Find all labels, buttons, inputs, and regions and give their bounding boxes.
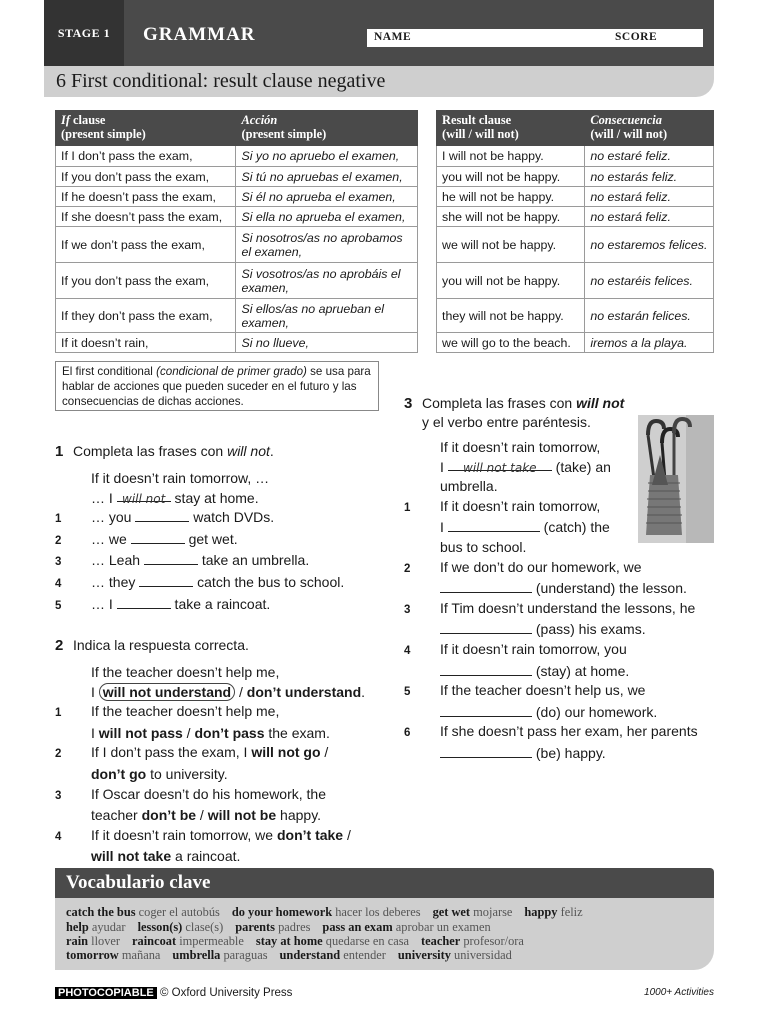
vocab-term: understand	[279, 948, 341, 962]
table-cell: If I don’t pass the exam,	[56, 146, 236, 167]
vocab-translation: profesor/ora	[463, 934, 524, 948]
vocab-term: do your homework	[231, 905, 333, 919]
item-number: 1	[55, 707, 62, 720]
table-row	[56, 146, 418, 167]
table-row	[56, 207, 418, 227]
table-cell: iremos a la playa.	[585, 333, 714, 353]
vocab-translation: coger el autobús	[138, 905, 220, 919]
vocab-term: rain	[66, 934, 89, 948]
vocab-translation: entender	[343, 948, 386, 962]
table-cell: If you don’t pass the exam,	[56, 167, 236, 187]
answer-blank[interactable]	[139, 574, 193, 587]
table-row	[437, 167, 714, 187]
table-row	[56, 333, 418, 353]
table-cell: she will not be happy.	[437, 207, 585, 227]
table-cell: Si ella no aprueba el examen,	[236, 207, 418, 227]
vocab-term: umbrella	[172, 948, 221, 962]
exercise-2-instruction: 2 Indica la respuesta correcta.	[55, 637, 249, 654]
answer-blank[interactable]	[440, 663, 532, 676]
circled-answer: will not understand	[99, 683, 235, 701]
item-number: 3	[404, 603, 411, 616]
vocab-translation: paraguas	[223, 948, 268, 962]
exercise-1-instruction: 1 Completa las frases con will not.	[55, 443, 274, 460]
list-item: 1 If it doesn’t rain tomorrow,	[404, 497, 714, 519]
table-cell: no estaré feliz.	[585, 146, 714, 167]
vocab-term: happy	[524, 905, 558, 919]
list-item: 4 … they catch the bus to school.	[55, 573, 395, 595]
item-number: 6	[404, 727, 411, 740]
stage-label: STAGE 1	[44, 0, 124, 66]
list-item: 2 If I don’t pass the exam, I will not go /	[55, 743, 400, 765]
answer-blank[interactable]	[440, 704, 532, 717]
if-clause-table	[55, 110, 418, 353]
list-item: 5 … I take a raincoat.	[55, 595, 395, 617]
table-cell: If she doesn’t pass the exam,	[56, 207, 236, 227]
list-item: 2 … we get wet.	[55, 530, 395, 552]
vocab-title: Vocabulario clave	[66, 872, 211, 893]
table-row	[437, 207, 714, 227]
answer-blank[interactable]	[131, 531, 185, 544]
vocab-term: lesson(s)	[137, 920, 183, 934]
table-row	[437, 227, 714, 263]
answer-blank[interactable]	[144, 552, 198, 565]
exercise-3-instruction: 3 Completa las frases con will not y el verbo entre paréntesis.	[404, 395, 625, 430]
table-header: Consecuencia (will / will not)	[585, 111, 714, 146]
option-b[interactable]: will not take	[91, 848, 172, 865]
option-b[interactable]: will not be	[207, 807, 277, 824]
table-cell: he will not be happy.	[437, 187, 585, 207]
answer-blank[interactable]	[440, 621, 532, 634]
option-b[interactable]: don’t pass	[194, 724, 265, 741]
list-item: 3 If Tim doesn’t understand the lessons, he	[404, 599, 714, 621]
item-number: 1	[55, 513, 62, 526]
table-cell: no estará feliz.	[585, 187, 714, 207]
table-cell: If they don’t pass the exam,	[56, 299, 236, 333]
vocab-term: get wet	[432, 905, 471, 919]
vocab-term: teacher	[421, 934, 461, 948]
table-cell: you will not be happy.	[437, 167, 585, 187]
option-a[interactable]: will not pass	[98, 724, 183, 741]
vocab-translation: feliz	[560, 905, 583, 919]
table-cell: you will not be happy.	[437, 263, 585, 299]
table-cell: no estarán felices.	[585, 299, 714, 333]
table-row	[56, 227, 418, 263]
list-item: 4 If it doesn’t rain tomorrow, we don’t take /	[55, 826, 400, 848]
vocab-term: tomorrow	[66, 948, 119, 962]
table-row	[56, 263, 418, 299]
option-b[interactable]: don’t go	[91, 765, 147, 782]
vocab-translation: padres	[278, 920, 311, 934]
table-row	[437, 299, 714, 333]
list-item: 6 If she doesn’t pass her exam, her parents	[404, 722, 714, 744]
table-cell: If we don’t pass the exam,	[56, 227, 236, 263]
list-item: 3 … Leah take an umbrella.	[55, 551, 395, 573]
name-label: NAME	[374, 31, 412, 43]
table-row	[56, 167, 418, 187]
result-clause-table	[436, 110, 714, 353]
item-number: 1	[404, 501, 411, 514]
exercise-number: 2	[55, 637, 64, 654]
item-number: 4	[55, 577, 62, 590]
option-a[interactable]: will not go	[251, 744, 321, 761]
table-cell: I will not be happy.	[437, 146, 585, 167]
table-cell: Si vosotros/as no aprobáis el examen,	[236, 263, 418, 299]
table-cell: Si ellos/as no aprueban el examen,	[236, 299, 418, 333]
table-row	[437, 146, 714, 167]
score-label: SCORE	[615, 31, 658, 43]
book-title: 1000+ Activities	[644, 987, 714, 998]
answer-blank[interactable]	[440, 580, 532, 593]
table-header: Acción (present simple)	[236, 111, 418, 146]
list-item: 3 If Oscar doesn’t do his homework, the	[55, 785, 400, 807]
vocab-translation: quedarse en casa	[325, 934, 410, 948]
vocab-row	[66, 905, 595, 920]
answer-blank[interactable]	[135, 509, 189, 522]
vocab-term: parents	[235, 920, 275, 934]
table-cell: Si él no aprueba el examen,	[236, 187, 418, 207]
answer-blank[interactable]	[117, 596, 171, 609]
table-cell: Si tú no apruebas el examen,	[236, 167, 418, 187]
table-cell: Si nosotros/as no aprobamos el examen,	[236, 227, 418, 263]
item-number: 5	[55, 599, 62, 612]
table-row	[56, 299, 418, 333]
vocab-translation: hacer los deberes	[335, 905, 421, 919]
vocab-translation: ayudar	[91, 920, 126, 934]
vocab-term: stay at home	[255, 934, 323, 948]
option-a[interactable]: don’t take	[276, 826, 344, 843]
list-item: 2 If we don’t do our homework, we	[404, 558, 714, 580]
list-item: 1 If the teacher doesn’t help me,	[55, 702, 400, 724]
publisher: © Oxford University Press	[159, 987, 293, 999]
section-title: GRAMMAR	[143, 24, 256, 45]
table-cell: Si no llueve,	[236, 333, 418, 353]
vocab-row	[66, 934, 536, 949]
footer	[55, 987, 714, 999]
umbrella-photo	[638, 415, 714, 543]
item-number: 3	[55, 556, 62, 569]
table-row	[437, 263, 714, 299]
vocab-translation: clase(s)	[185, 920, 224, 934]
exercise-1: 1 Completa las frases con will not. If it doesn’t rain tomorrow, … … I will not stay at home. 1 … you watch DVDs. 2 … we get wet. 3 … Leah take an umbrella. 4 … they catch the bus to school. 5 … I take a raincoat.	[55, 442, 395, 616]
answer-blank[interactable]	[440, 745, 532, 758]
table-row	[437, 187, 714, 207]
vocab-translation: universidad	[454, 948, 512, 962]
vocab-term: raincoat	[132, 934, 177, 948]
exercise-number: 1	[55, 443, 64, 460]
item-number: 3	[55, 789, 62, 802]
item-number: 4	[55, 830, 62, 843]
table-row	[437, 333, 714, 353]
grammar-note: El first conditional (condicional de primer grado) se usa para hablar de acciones que pueden suceder en el futuro y las consecuencias de dichas acciones.	[55, 361, 379, 411]
option-a[interactable]: don’t be	[141, 807, 197, 824]
page-title: 6 First conditional: result clause negative	[56, 70, 386, 92]
item-number: 2	[55, 748, 62, 761]
table-header: Result clause (will / will not)	[437, 111, 585, 146]
exercise-number: 3	[404, 395, 413, 412]
table-cell: we will not be happy.	[437, 227, 585, 263]
example-answer-blank: will not	[117, 489, 171, 502]
exercise-3: 3 Completa las frases con will not y el verbo entre paréntesis. If it doesn’t rain tomorrow, I will not take (take) an umbrella. 1 If it doesn’t rain tomorrow, I (catch) the bus to school. 2 If we don’t do our homework, we (understand) the lesson. 3 If Tim doesn’t understand the lessons, he (pass) his exams. 4 If it doesn’t rain tomorrow, you (stay) at home. 5 If the teacher doesn’t help us, we (do) our homework. 6 If she doesn’t pass her exam, her parents (be) happy.	[404, 394, 714, 764]
item-number: 2	[55, 534, 62, 547]
vocab-translation: impermeable	[179, 934, 244, 948]
table-header: If clause (present simple)	[56, 111, 236, 146]
table-cell: no estarás feliz.	[585, 167, 714, 187]
vocab-translation: llover	[91, 934, 121, 948]
item-number: 2	[404, 562, 411, 575]
table-cell: no estaréis felices.	[585, 263, 714, 299]
example-text: If it doesn’t rain tomorrow, …	[91, 470, 270, 486]
table-cell: no estará feliz.	[585, 207, 714, 227]
photocopiable-badge: PHOTOCOPIABLE	[55, 987, 157, 999]
item-number: 4	[404, 644, 411, 657]
table-cell: no estaremos felices.	[585, 227, 714, 263]
vocab-translation: aprobar un examen	[395, 920, 491, 934]
vocab-row	[66, 948, 524, 963]
example-answer-blank: will not take	[448, 458, 552, 471]
table-cell: If it doesn’t rain,	[56, 333, 236, 353]
vocab-term: university	[397, 948, 451, 962]
vocab-translation: mañana	[121, 948, 161, 962]
list-item: 1 … you watch DVDs.	[55, 508, 395, 530]
table-cell: Si yo no apruebo el examen,	[236, 146, 418, 167]
vocab-term: pass an exam	[322, 920, 393, 934]
vocab-term: catch the bus	[66, 905, 136, 919]
table-cell: If he doesn’t pass the exam,	[56, 187, 236, 207]
answer-blank[interactable]	[448, 519, 540, 532]
list-item: 4 If it doesn’t rain tomorrow, you	[404, 640, 714, 662]
vocab-translation: mojarse	[473, 905, 513, 919]
table-cell: If you don’t pass the exam,	[56, 263, 236, 299]
vocab-term: help	[66, 920, 89, 934]
item-number: 5	[404, 686, 411, 699]
exercise-2: 2 Indica la respuesta correcta. If the teacher doesn’t help me, I will not understand / don’t understand. 1 If the teacher doesn’t help me, I will not pass / don’t pass the exam. 2 If I don’t pass the exam, I will not go / don’t go to university. 3 If Oscar doesn’t do his homework, the teacher don’t be / will not be happy. 4 If it doesn’t rain tomorrow, we don’t take / will not take a raincoat.	[55, 636, 400, 867]
table-row	[56, 187, 418, 207]
table-cell: we will go to the beach.	[437, 333, 585, 353]
table-cell: they will not be happy.	[437, 299, 585, 333]
list-item: 5 If the teacher doesn’t help us, we	[404, 681, 714, 703]
vocab-row	[66, 920, 503, 935]
